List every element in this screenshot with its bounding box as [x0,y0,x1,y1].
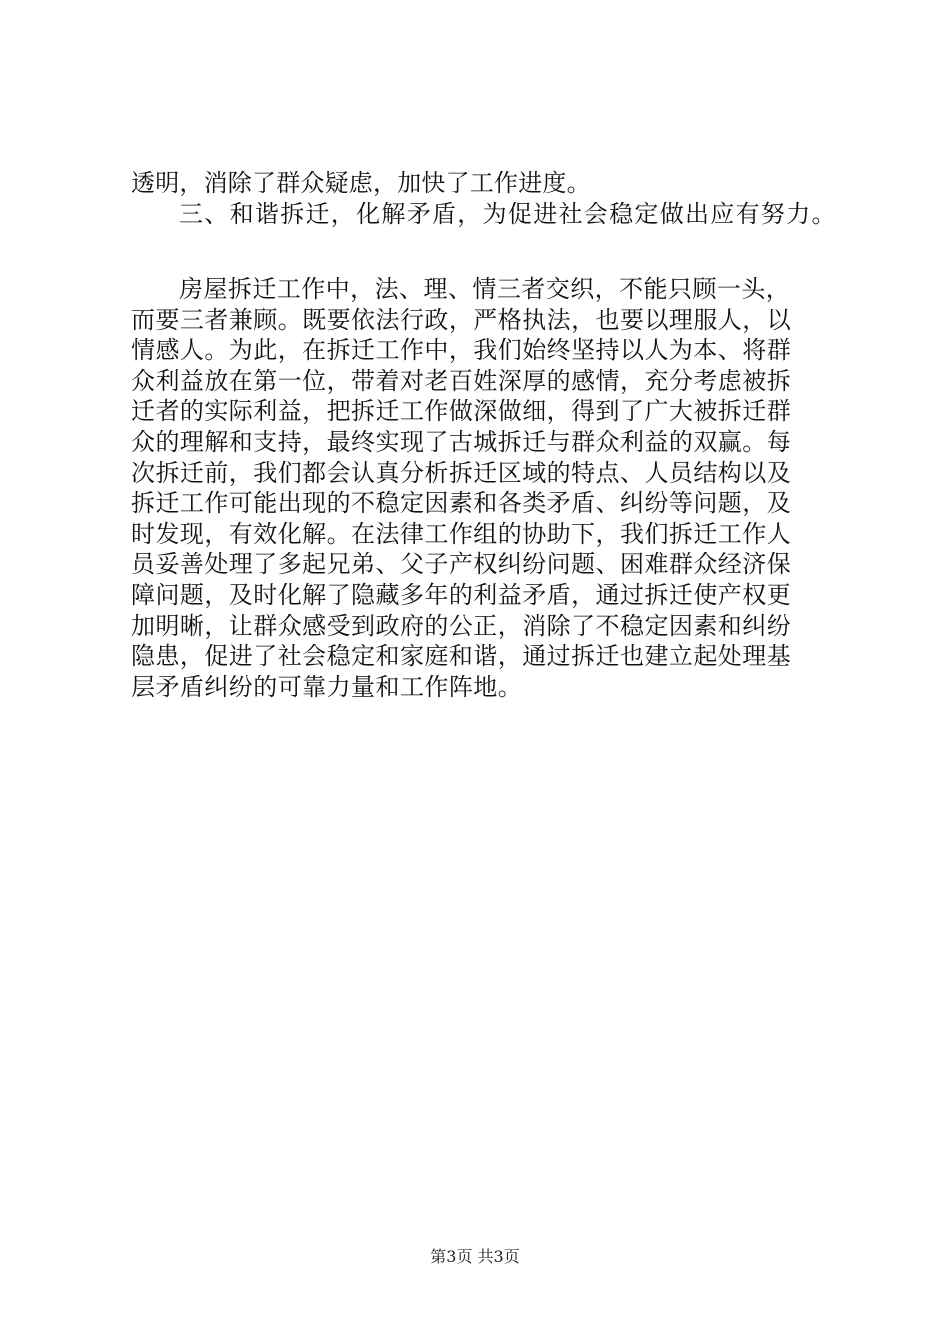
paragraph-line: 众利益放在第一位，带着对老百姓深厚的感情，充分考虑被拆 [131,366,792,395]
paragraph-line: 隐患，促进了社会稳定和家庭和谐，通过拆迁也建立起处理基 [131,642,792,671]
paragraph-line: 层矛盾纠纷的可靠力量和工作阵地。 [131,672,523,701]
paragraph-line: 次拆迁前，我们都会认真分析拆迁区域的特点、人员结构以及 [131,458,792,487]
paragraph-line: 迁者的实际利益，把拆迁工作做深做细，得到了广大被拆迁群 [131,397,792,426]
paragraph-line: 时发现，有效化解。在法律工作组的协助下，我们拆迁工作人 [131,519,792,548]
paragraph-line: 房屋拆迁工作中，法、理、情三者交织，不能只顾一头， [179,275,791,303]
paragraph-line: 员妥善处理了多起兄弟、父子产权纠纷问题、困难群众经济保 [131,550,792,579]
body-paragraph [131,274,831,702]
document-body [131,168,837,702]
text-line: 透明，消除了群众疑虑，加快了工作进度。 [131,169,591,197]
paragraph-line: 众的理解和支持，最终实现了古城拆迁与群众利益的双赢。每 [131,427,792,456]
paragraph-line: 情感人。为此，在拆迁工作中，我们始终坚持以人为本、将群 [131,336,792,365]
paragraph-line: 而要三者兼顾。既要依法行政，严格执法，也要以理服人，以 [131,305,792,334]
paragraph-line: 拆迁工作可能出现的不稳定因素和各类矛盾、纠纷等问题，及 [131,489,792,518]
paragraph-line: 加明晰，让群众感受到政府的公正，消除了不稳定因素和纠纷 [131,611,792,640]
paragraph-line: 障问题，及时化解了隐藏多年的利益矛盾，通过拆迁使产权更 [131,580,792,609]
section-heading: 三、和谐拆迁，化解矛盾，为促进社会稳定做出应有努力。 [179,200,837,228]
page-number-footer: 第3页 共3页 [430,1247,520,1266]
